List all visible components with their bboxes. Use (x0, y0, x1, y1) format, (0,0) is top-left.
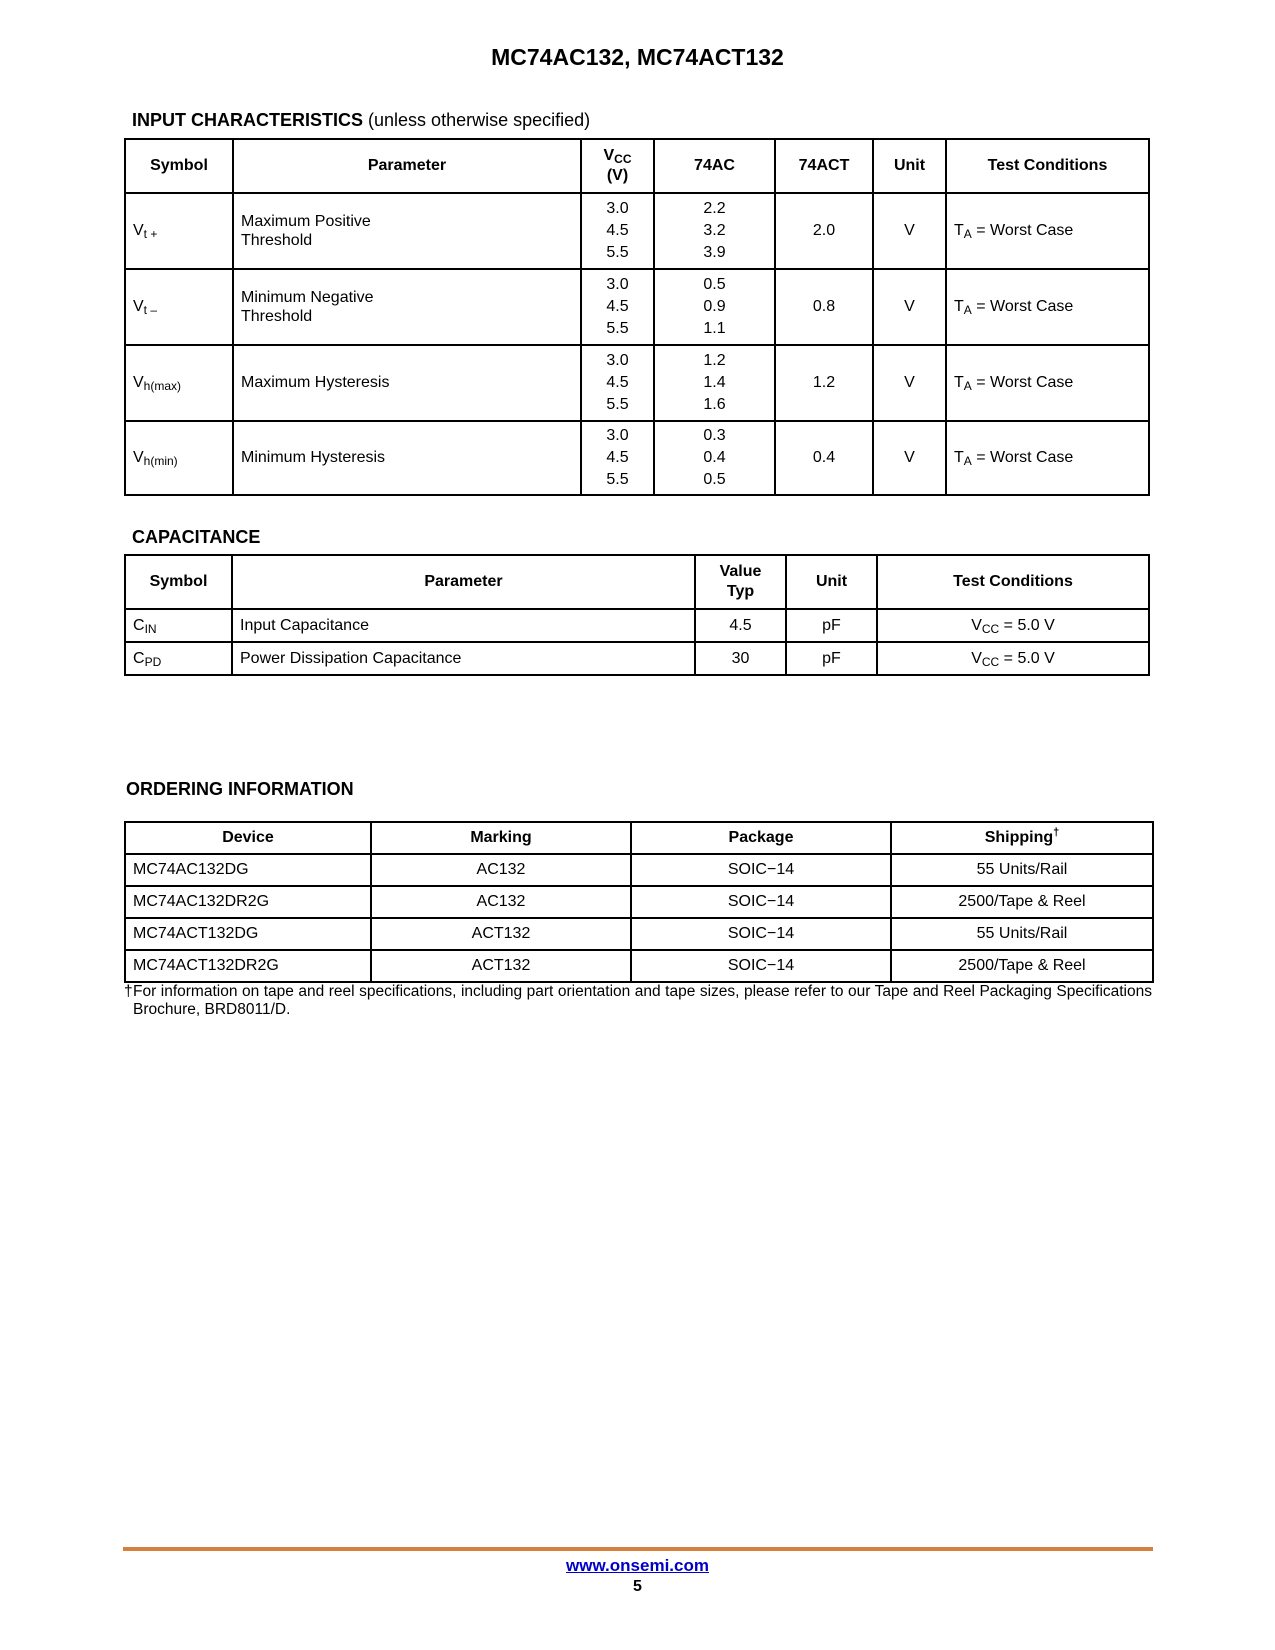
package-cell: SOIC−14 (631, 950, 891, 982)
col-parameter: Parameter (233, 139, 581, 193)
footnote-text: For information on tape and reel specifications, including part orientation and tape sizes, please refer to our Tape and Reel Packaging Specifications Brochure, BRD8011/D. (133, 983, 1152, 1018)
vcc-cell: 3.0 4.5 5.5 (581, 269, 654, 345)
table-row (125, 269, 1149, 345)
act-cell: 1.2 (775, 345, 873, 421)
parameter-cell: Minimum Negative Threshold (233, 269, 581, 345)
col-unit: Unit (786, 555, 877, 609)
symbol-cell: $V_{h(max)}$ (125, 345, 233, 421)
parameter-cell: Input Capacitance (232, 609, 695, 642)
col-shipping: Shipping† (891, 822, 1153, 854)
table-row (125, 609, 1149, 642)
table-row (125, 193, 1149, 269)
col-package: Package (631, 822, 891, 854)
parameter-cell: Minimum Hysteresis (233, 421, 581, 495)
col-vcc: $V_{CC}$ (V) (581, 139, 654, 193)
col-device: Device (125, 822, 371, 854)
marking-cell: AC132 (371, 854, 631, 886)
value-cell: 4.5 (695, 609, 786, 642)
unit-cell: V (873, 345, 946, 421)
table-row (125, 345, 1149, 421)
table-row (125, 886, 1153, 918)
shipping-cell: 55 Units/Rail (891, 854, 1153, 886)
unit-cell: V (873, 421, 946, 495)
shipping-cell: 55 Units/Rail (891, 918, 1153, 950)
package-cell: SOIC−14 (631, 918, 891, 950)
act-cell: 0.4 (775, 421, 873, 495)
col-74ac: 74AC (654, 139, 775, 193)
unit-cell: V (873, 269, 946, 345)
heading-bold: INPUT CHARACTERISTICS (132, 110, 364, 130)
ac-cell: 1.2 1.4 1.6 (654, 345, 775, 421)
value-cell: 30 (695, 642, 786, 675)
marking-cell: ACT132 (371, 950, 631, 982)
act-cell: 2.0 (775, 193, 873, 269)
footnote-mark: † (124, 983, 133, 1000)
device-cell: MC74AC132DG (125, 854, 371, 886)
table-row (125, 854, 1153, 886)
ac-cell: 0.5 0.9 1.1 (654, 269, 775, 345)
package-cell: SOIC−14 (631, 854, 891, 886)
table-header-row (125, 139, 1149, 193)
col-symbol: Symbol (125, 139, 233, 193)
table-row (125, 918, 1153, 950)
test-cell: $T_A$ = Worst Case (946, 193, 1149, 269)
col-unit: Unit (873, 139, 946, 193)
parameter-cell: Power Dissipation Capacitance (232, 642, 695, 675)
ordering-heading: ORDERING INFORMATION (126, 779, 354, 799)
input-characteristics-table (124, 138, 1150, 496)
marking-cell: AC132 (371, 886, 631, 918)
input-characteristics-heading (132, 110, 590, 131)
col-74act: 74ACT (775, 139, 873, 193)
symbol-cell: $V_{h(min)}$ (125, 421, 233, 495)
symbol-cell: $V_{t -}$ (125, 269, 233, 345)
ac-cell: 0.3 0.4 0.5 (654, 421, 775, 495)
vcc-cell: 3.0 4.5 5.5 (581, 421, 654, 495)
parameter-cell: Maximum Positive Threshold (233, 193, 581, 269)
capacitance-table (124, 554, 1150, 676)
device-cell: MC74AC132DR2G (125, 886, 371, 918)
vcc-cell: 3.0 4.5 5.5 (581, 193, 654, 269)
footer-rule (123, 1547, 1153, 1551)
col-test-conditions: Test Conditions (946, 139, 1149, 193)
vcc-cell: 3.0 4.5 5.5 (581, 345, 654, 421)
ordering-footnote (124, 983, 1152, 1019)
table-row (125, 642, 1149, 675)
table-row (125, 421, 1149, 495)
heading-note: (unless otherwise specified) (368, 110, 591, 130)
test-cell: $V_{CC} = 5.0$ V (877, 609, 1149, 642)
test-cell: $T_A$ = Worst Case (946, 421, 1149, 495)
capacitance-heading: CAPACITANCE (132, 527, 261, 547)
col-marking: Marking (371, 822, 631, 854)
unit-cell: V (873, 193, 946, 269)
page-number: 5 (633, 1578, 642, 1595)
marking-cell: ACT132 (371, 918, 631, 950)
unit-cell: pF (786, 609, 877, 642)
unit-cell: pF (786, 642, 877, 675)
ac-cell: 2.2 3.2 3.9 (654, 193, 775, 269)
package-cell: SOIC−14 (631, 886, 891, 918)
symbol-cell: $C_{PD}$ (125, 642, 232, 675)
col-parameter: Parameter (232, 555, 695, 609)
page-title: MC74AC132, MC74ACT132 (491, 44, 784, 70)
table-header-row (125, 555, 1149, 609)
col-test-conditions: Test Conditions (877, 555, 1149, 609)
parameter-cell: Maximum Hysteresis (233, 345, 581, 421)
test-cell: $T_A$ = Worst Case (946, 345, 1149, 421)
table-row (125, 950, 1153, 982)
col-value: Value Typ (695, 555, 786, 609)
shipping-cell: 2500/Tape & Reel (891, 886, 1153, 918)
device-cell: MC74ACT132DR2G (125, 950, 371, 982)
table-header-row (125, 822, 1153, 854)
shipping-cell: 2500/Tape & Reel (891, 950, 1153, 982)
ordering-table (124, 821, 1154, 983)
footer-website-link[interactable]: www.onsemi.com (566, 1556, 709, 1575)
test-cell: $T_A$ = Worst Case (946, 269, 1149, 345)
symbol-cell: $V_{t +}$ (125, 193, 233, 269)
col-symbol: Symbol (125, 555, 232, 609)
device-cell: MC74ACT132DG (125, 918, 371, 950)
test-cell: $V_{CC} = 5.0$ V (877, 642, 1149, 675)
act-cell: 0.8 (775, 269, 873, 345)
symbol-cell: $C_{IN}$ (125, 609, 232, 642)
